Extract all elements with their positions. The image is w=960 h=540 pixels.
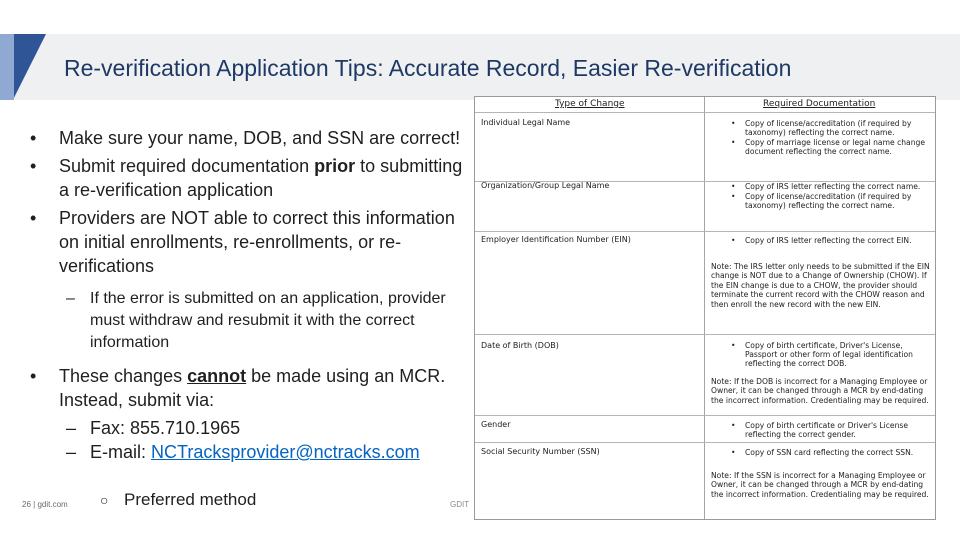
column-header-type: Type of Change: [555, 99, 625, 109]
row-label: Gender: [481, 420, 511, 429]
footer-site: gdit.com: [37, 500, 68, 509]
footer: [22, 500, 68, 509]
preferred-method-item: [100, 490, 256, 510]
requirement-item: • Copy of IRS letter reflecting the correct name.: [711, 182, 933, 191]
bullet-text: to submitting a re-verification application: [59, 156, 463, 200]
row-label: Employer Identification Number (EIN): [481, 235, 631, 244]
preferred-text: Preferred method: [124, 490, 257, 509]
documentation-table-image: [474, 96, 936, 520]
slide-title: Re-verification Application Tips: Accurate Record, Easier Re-verification: [64, 55, 792, 81]
sub-bullet-text: If the error is submitted on an application, provider must withdraw and resubmit it with the correct information: [90, 290, 446, 351]
footer-brand: GDIT: [450, 500, 470, 509]
dash-icon: –: [66, 418, 77, 438]
requirement-item: • Copy of license/accreditation (if required by taxonomy) reflecting the correct name.: [711, 119, 933, 137]
bullet-icon: •: [30, 128, 37, 148]
bullet-text: Submit required documentation: [59, 156, 315, 176]
bullet-emphasis: prior: [314, 156, 356, 176]
requirement-item: • Copy of birth certificate, Driver's License, Passport or other form of legal identification reflecting the correct DOB.: [711, 341, 933, 368]
row-requirements: [711, 448, 933, 458]
row-note: Note: If the DOB is incorrect for a Managing Employee or Owner, it can be changed through a MCR by end-dating the incorrect information. Credentialing may be required.: [711, 377, 929, 405]
bullet-item: [28, 364, 473, 412]
email-link[interactable]: NCTracksprovider@nctracks.com: [151, 442, 420, 462]
email-label: E-mail:: [90, 442, 152, 462]
bullet-text: Providers are NOT able to correct this information on initial enrollments, re-enrollments, or re-verifications: [59, 208, 455, 276]
row-divider: [475, 334, 935, 335]
circle-bullet-icon: ○: [100, 492, 109, 508]
bullet-icon: •: [30, 156, 37, 176]
sub-bullet-item: [28, 440, 473, 464]
requirement-item: • Copy of IRS letter reflecting the correct EIN.: [711, 236, 933, 245]
column-header-docs: Required Documentation: [763, 99, 876, 109]
row-requirements: [711, 236, 933, 246]
row-note: Note: If the SSN is incorrect for a Managing Employee or Owner, it can be changed through a MCR by end-dating the incorrect information. Credentialing may be required.: [711, 471, 929, 499]
page-number: 26: [22, 500, 31, 509]
row-requirements: [711, 119, 933, 157]
bullet-icon: •: [30, 208, 37, 228]
row-label: Individual Legal Name: [481, 118, 571, 127]
row-label: Social Security Number (SSN): [481, 447, 600, 456]
bullet-icon: •: [30, 366, 37, 386]
row-requirements: [711, 182, 933, 211]
row-requirements: [711, 421, 933, 440]
bullet-emphasis: cannot: [187, 366, 247, 386]
dash-icon: –: [66, 442, 77, 462]
row-divider: [475, 231, 935, 232]
bullet-item: [28, 206, 473, 278]
bullet-list: [28, 126, 473, 464]
row-label: Organization/Group Legal Name: [481, 181, 610, 190]
row-divider: [475, 442, 935, 443]
accent-stripe: [0, 34, 14, 100]
requirement-item: • Copy of marriage license or legal name change document reflecting the correct name.: [711, 138, 933, 156]
bullet-text: These changes: [59, 366, 188, 386]
footer-divider: |: [33, 500, 38, 509]
sub-bullet-item: [28, 288, 473, 354]
requirement-item: • Copy of SSN card reflecting the correct SSN.: [711, 448, 933, 457]
requirement-item: • Copy of birth certificate or Driver's License reflecting the correct gender.: [711, 421, 933, 439]
dash-icon: –: [66, 290, 75, 307]
column-divider: [704, 97, 705, 519]
fax-text: Fax: 855.710.1965: [90, 418, 241, 438]
bullet-text: Make sure your name, DOB, and SSN are correct!: [59, 128, 461, 148]
row-divider: [475, 415, 935, 416]
row-note: Note: The IRS letter only needs to be submitted if the EIN change is NOT due to a Change of Ownership (CHOW). If the EIN change is due to a CHOW, the provider should terminate the current record with the CHOW reason and then enroll the new record with the new EIN.: [711, 262, 930, 309]
requirement-item: • Copy of license/accreditation (if required by taxonomy) reflecting the correct name.: [711, 192, 933, 210]
bullet-text: be made using an MCR. Instead, submit via:: [59, 366, 446, 410]
row-label: Date of Birth (DOB): [481, 341, 559, 350]
sub-bullet-item: [28, 416, 473, 440]
bullet-item: [28, 126, 473, 150]
row-divider: [475, 112, 935, 113]
bullet-item: [28, 154, 473, 202]
row-requirements: [711, 341, 933, 369]
